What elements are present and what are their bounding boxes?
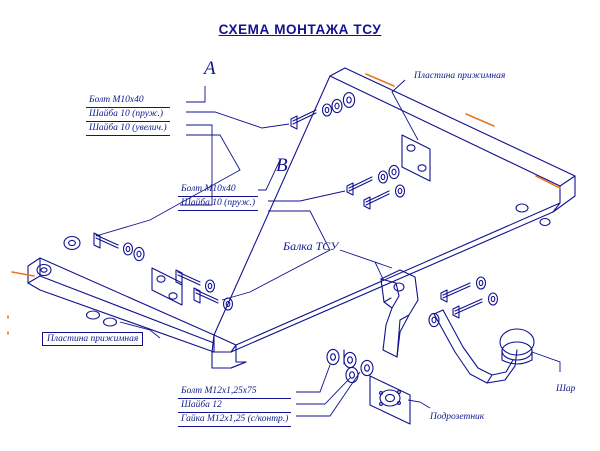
callout-group-b: [178, 183, 258, 211]
fastener-group-b: [347, 165, 405, 209]
tow-ball-assembly: [434, 310, 534, 383]
beam-holes: [87, 204, 551, 326]
callout-a-item-1: Шайба 10 (пруж.): [86, 108, 170, 122]
callout-b-item-1: Шайба 10 (пруж.): [178, 197, 258, 211]
callout-bottom-item-0: Болт М12х1,25х75: [178, 385, 291, 399]
marker-b: В: [276, 155, 288, 176]
main-beam-outline: [212, 68, 575, 368]
callout-a-item-2: Шайба 10 (увелич.): [86, 122, 170, 136]
label-socket: Подрозетник: [430, 412, 485, 422]
socket-plate: [370, 376, 410, 424]
label-plate-left: Пластина прижимная: [42, 332, 143, 346]
left-pressure-plate: [152, 268, 182, 305]
fastener-group-hitch: [429, 277, 498, 327]
callout-group-a: [86, 94, 170, 136]
label-beam: Балка ТСУ: [283, 239, 339, 253]
hitch-bracket: [381, 270, 418, 357]
fastener-group-bottom: [327, 349, 373, 382]
fastener-group-b2: [176, 270, 233, 310]
fastener-group-a2: [94, 233, 144, 261]
label-ball: Шар: [556, 384, 576, 394]
marker-a: А: [204, 58, 216, 79]
label-plate-top: Пластина прижимная: [414, 71, 506, 81]
callout-bottom-item-1: Шайба 12: [178, 399, 291, 413]
callout-group-bottom: [178, 385, 291, 427]
callout-b-item-0: Болт М10х40: [178, 183, 258, 197]
top-pressure-plate: [402, 135, 430, 181]
callout-a-item-0: Болт М10х40: [86, 94, 170, 108]
fastener-group-a: [291, 93, 355, 129]
callout-bottom-item-2: Гайка М12х1,25 (с/контр.): [178, 413, 291, 427]
page-title: СХЕМА МОНТАЖА ТСУ: [218, 22, 382, 37]
